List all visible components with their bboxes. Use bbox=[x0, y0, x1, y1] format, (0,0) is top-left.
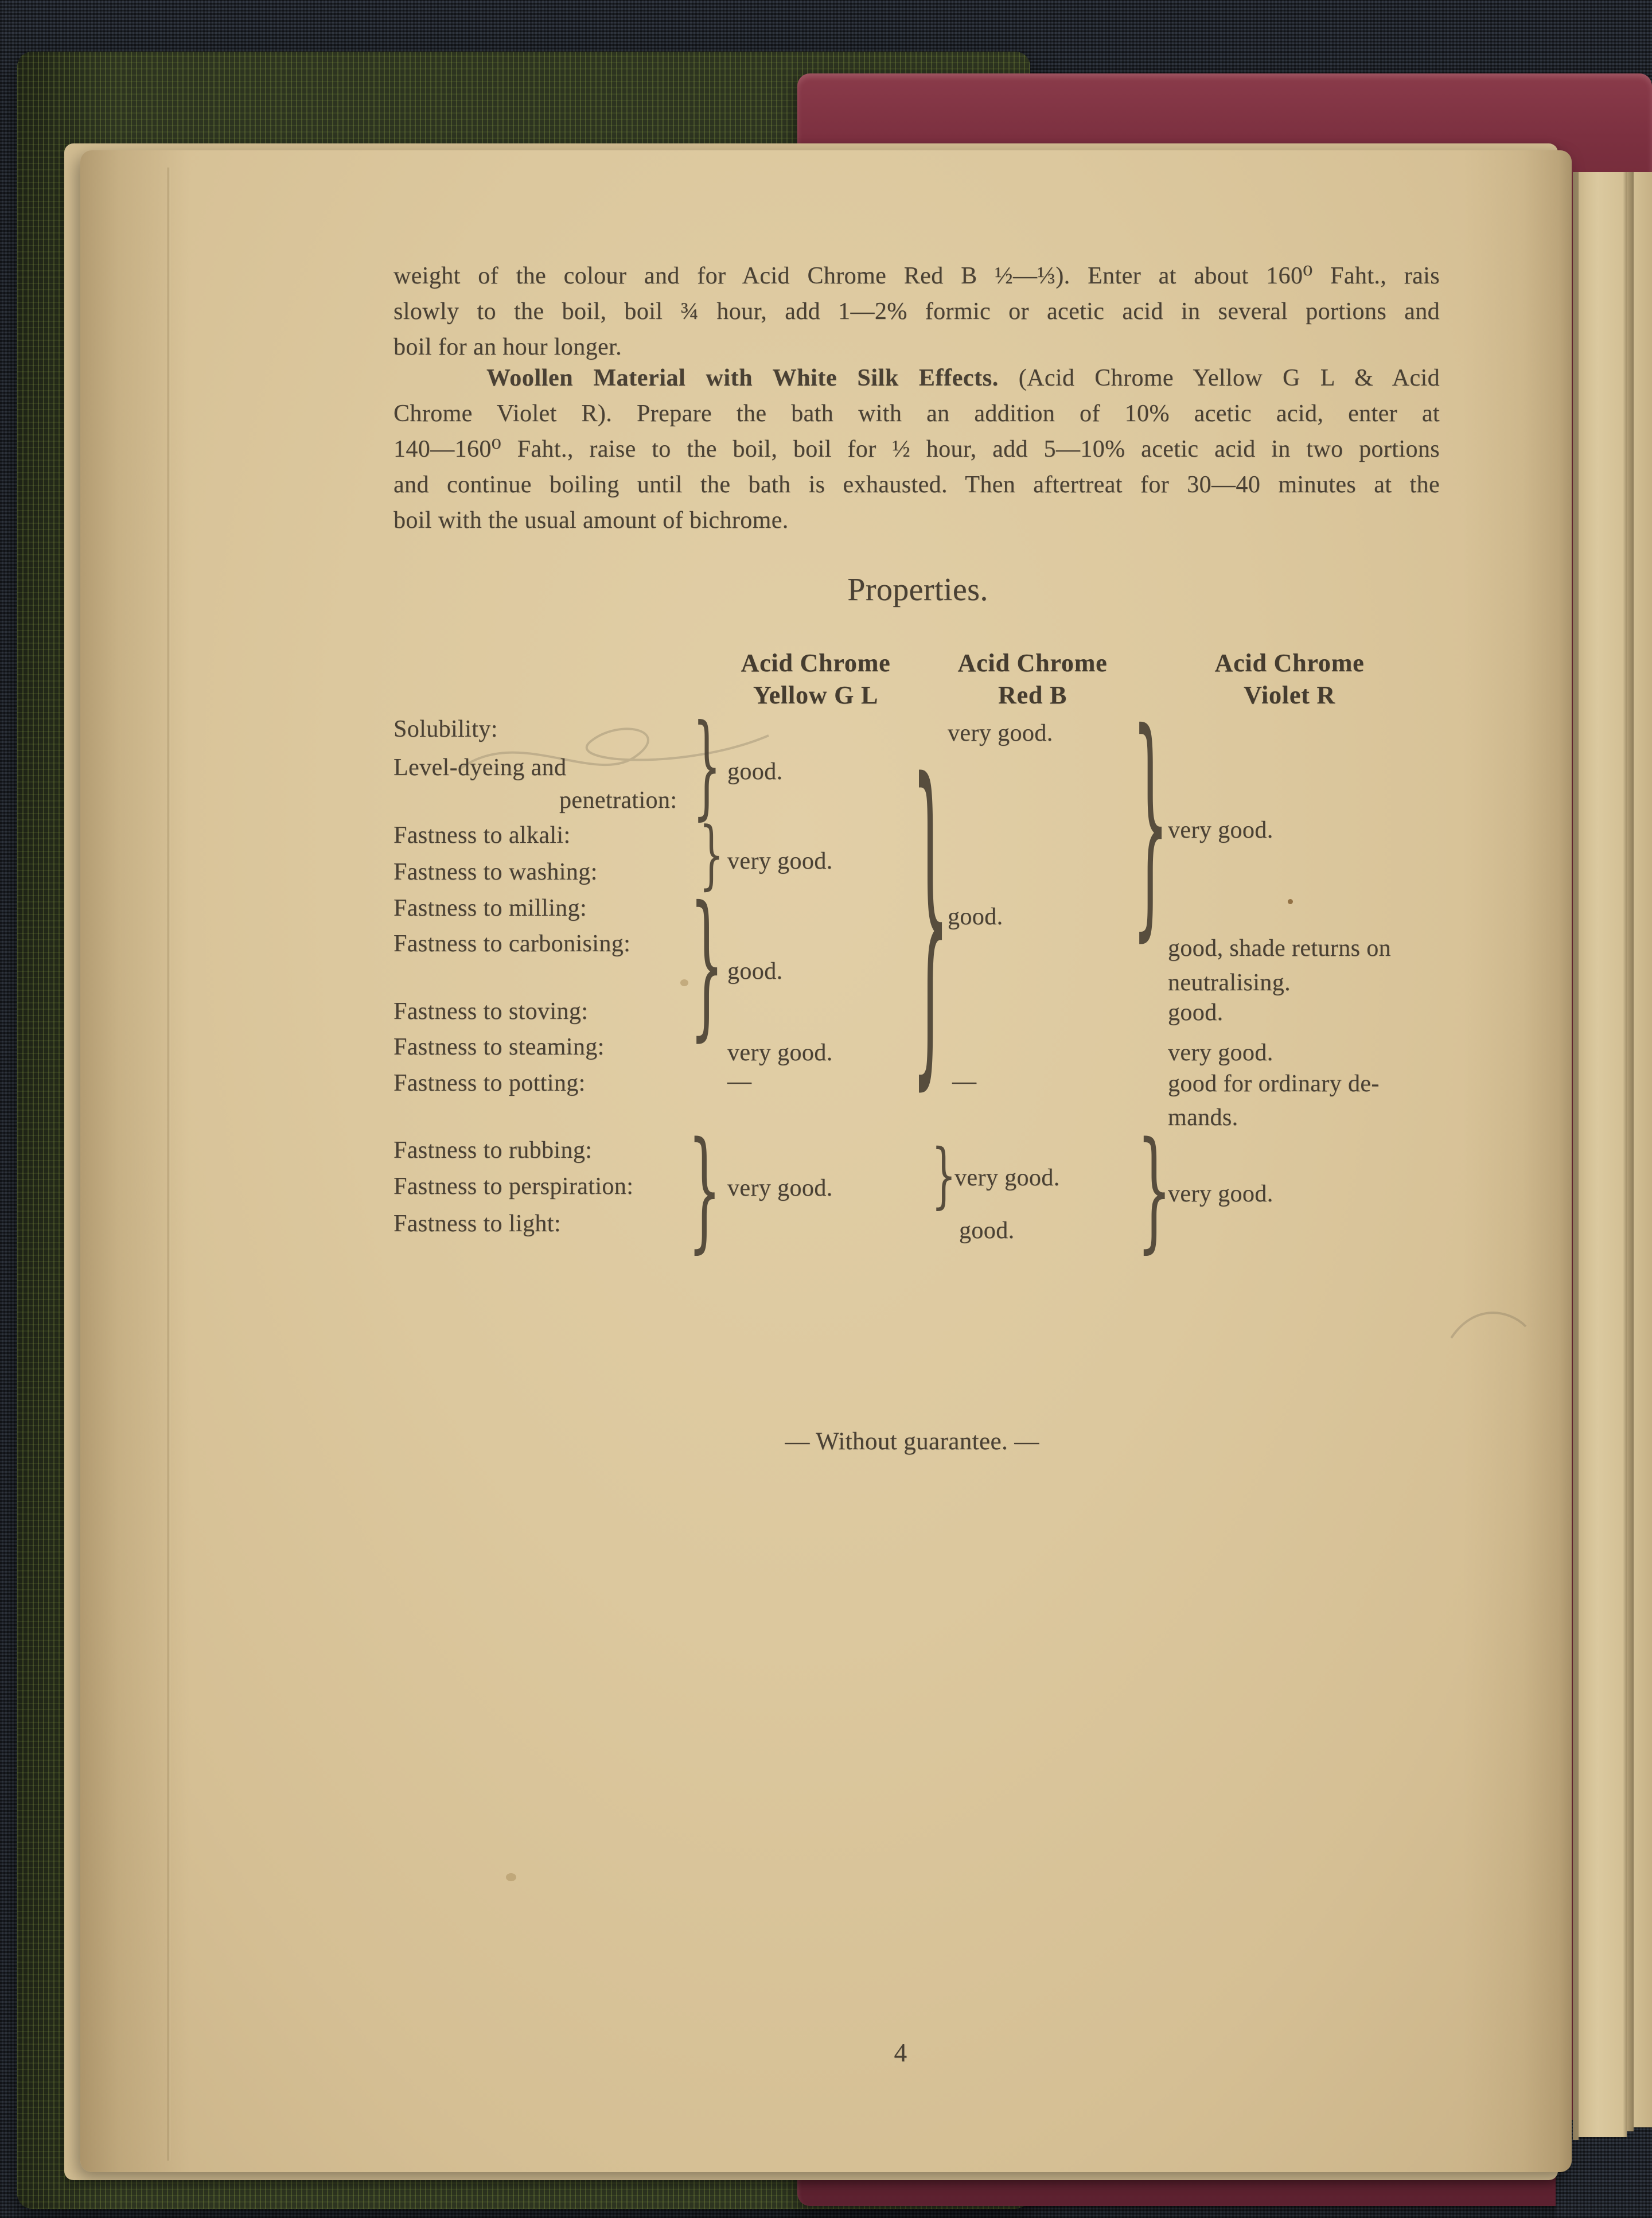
row-label-potting: Fastness to potting: bbox=[393, 1070, 586, 1096]
row-label-level-dyeing: Level-dyeing and bbox=[393, 754, 567, 781]
grouping-brace-violet-rubbing-light: } bbox=[1136, 1114, 1172, 1266]
grouping-brace-ygl-alkali-washing: } bbox=[699, 810, 724, 898]
column-header-violet-r-line2: Violet R bbox=[1244, 681, 1335, 709]
value-violet-stoving: good. bbox=[1168, 999, 1224, 1026]
row-label-rubbing: Fastness to rubbing: bbox=[393, 1137, 593, 1164]
page-stack-edge bbox=[1634, 172, 1652, 2127]
value-violet-solubility-milling: very good. bbox=[1168, 817, 1273, 843]
paragraph-lead-bold: Woollen Material with White Silk Effects. bbox=[486, 365, 999, 391]
page-stack-edge bbox=[1573, 172, 1579, 2140]
row-label-stoving: Fastness to stoving: bbox=[393, 998, 589, 1025]
value-violet-carbonising-line1: good, shade returns on bbox=[1168, 935, 1392, 962]
page-number: 4 bbox=[894, 2038, 907, 2067]
value-redb-light: good. bbox=[959, 1217, 1015, 1244]
value-ygl-potting-dash: — bbox=[727, 1068, 752, 1095]
value-violet-carbonising-line2: neutralising. bbox=[1168, 970, 1291, 996]
column-header-violet-r-line1: Acid Chrome bbox=[1214, 649, 1365, 677]
row-label-washing: Fastness to washing: bbox=[393, 859, 598, 885]
paragraph-lead-rest: (Acid Chrome Yellow G L & Acid bbox=[998, 365, 1440, 391]
text-line: slowly to the boil, boil ¾ hour, add 1—2% formic or acetic acid in several portions and bbox=[393, 298, 1440, 325]
grouping-brace-violet-solubility-milling: } bbox=[1132, 681, 1170, 962]
row-label-penetration: penetration: bbox=[559, 787, 677, 814]
value-violet-potting-line2: mands. bbox=[1168, 1104, 1238, 1131]
page-gutter-crease bbox=[167, 168, 170, 2161]
paragraph-woollen-material bbox=[393, 360, 1440, 538]
section-title: Properties. bbox=[847, 572, 988, 608]
row-label-steaming: Fastness to steaming: bbox=[393, 1034, 605, 1060]
column-header-red-b-line1: Acid Chrome bbox=[957, 649, 1108, 677]
paragraph-dyeing-instructions bbox=[393, 258, 1440, 365]
paper-speck bbox=[506, 1873, 516, 1881]
value-violet-rubbing-light: very good. bbox=[1168, 1181, 1273, 1207]
pencil-mark bbox=[1446, 1292, 1537, 1349]
value-redb-leveldyeing-steaming: good. bbox=[948, 904, 1003, 930]
row-label-milling: Fastness to milling: bbox=[393, 895, 587, 921]
row-label-perspiration: Fastness to perspiration: bbox=[393, 1173, 634, 1200]
value-violet-steaming: very good. bbox=[1168, 1040, 1273, 1066]
value-ygl-alkali-washing: very good. bbox=[727, 848, 833, 874]
grouping-brace-redb-leveldyeing-steaming: } bbox=[911, 710, 949, 1118]
row-label-light: Fastness to light: bbox=[393, 1211, 561, 1237]
paper-speck bbox=[1288, 899, 1293, 904]
value-ygl-rubbing-light: very good. bbox=[727, 1175, 833, 1201]
row-label-solubility: Solubility: bbox=[393, 716, 498, 742]
row-label-carbonising: Fastness to carbonising: bbox=[393, 931, 631, 957]
value-ygl-milling-stoving: good. bbox=[727, 958, 783, 985]
page-stack-edge bbox=[1627, 172, 1634, 2131]
column-header-yellow-gl-line1: Acid Chrome bbox=[741, 649, 891, 677]
value-ygl-steaming: very good. bbox=[727, 1040, 833, 1066]
value-ygl-solubility-penetration: good. bbox=[727, 758, 783, 785]
page-stack-edge bbox=[1579, 172, 1627, 2137]
grouping-brace-ygl-solubility-penetration: } bbox=[692, 701, 721, 831]
value-redb-potting-dash: — bbox=[952, 1068, 977, 1095]
grouping-brace-ygl-rubbing-light: } bbox=[688, 1114, 721, 1266]
value-redb-solubility: very good. bbox=[948, 720, 1053, 746]
value-redb-rubbing-perspiration: very good. bbox=[954, 1165, 1060, 1191]
text-line: 140—160⁰ Faht., raise to the boil, boil for ½ hour, add 5—10% acetic acid in two portions bbox=[393, 436, 1440, 462]
column-header-yellow-gl-line2: Yellow G L bbox=[753, 681, 879, 709]
value-violet-potting-line1: good for ordinary de- bbox=[1168, 1071, 1380, 1097]
text-line: and continue boiling until the bath is exhausted. Then aftertreat for 30—40 minutes at the bbox=[393, 472, 1440, 498]
grouping-brace-redb-rubbing-perspiration: } bbox=[931, 1134, 956, 1217]
row-label-alkali: Fastness to alkali: bbox=[393, 822, 571, 849]
text-line: boil with the usual amount of bichrome. bbox=[393, 507, 789, 534]
text-line: boil for an hour longer. bbox=[393, 334, 622, 360]
paper-speck bbox=[680, 979, 688, 986]
footer-note: — Without guarantee. — bbox=[785, 1428, 1039, 1455]
text-line: weight of the colour and for Acid Chrome Red B ½—⅓). Enter at about 160⁰ Faht., rais bbox=[393, 263, 1440, 289]
column-header-red-b-line2: Red B bbox=[998, 681, 1067, 709]
grouping-brace-ygl-milling-stoving: } bbox=[689, 873, 724, 1056]
text-line: Chrome Violet R). Prepare the bath with an addition of 10% acetic acid, enter at bbox=[393, 400, 1440, 427]
text-line bbox=[393, 360, 1440, 396]
